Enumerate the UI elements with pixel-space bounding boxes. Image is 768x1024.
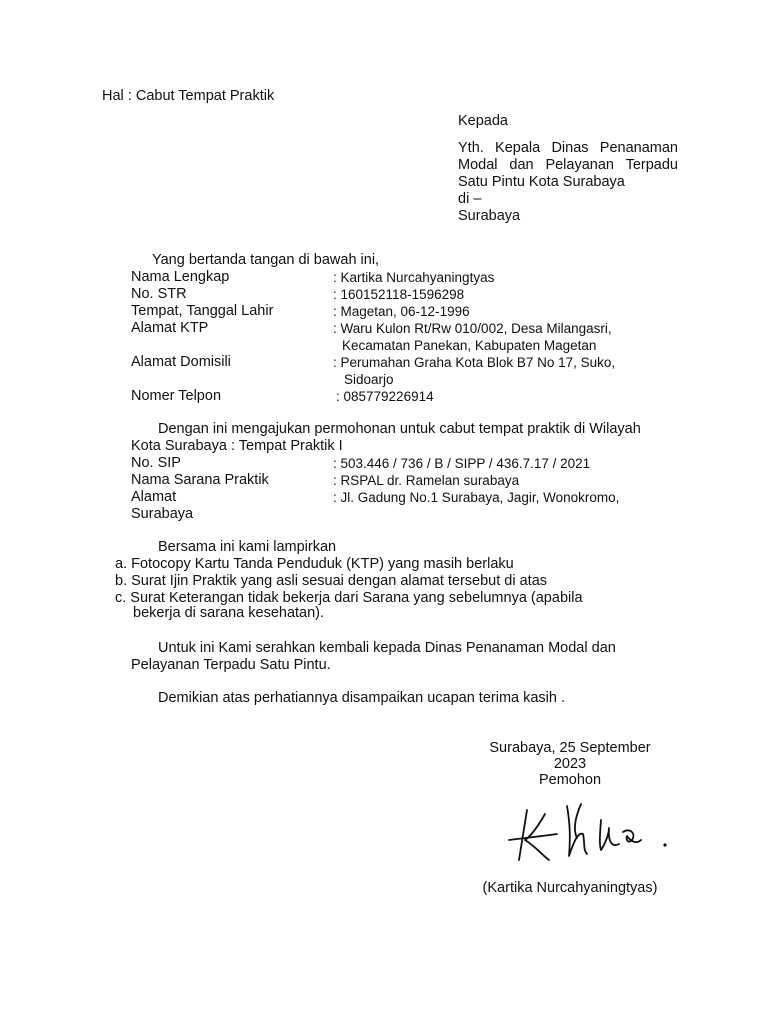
- field-value-alamat-ktp: : Waru Kulon Rt/Rw 010/002, Desa Milangasri,: [333, 321, 612, 336]
- field-value-telpon: : 085779226914: [336, 389, 434, 404]
- sign-place-date: Surabaya, 25 September: [489, 740, 651, 756]
- field-value-sip: : 503.446 / 736 / B / SIPP / 436.7.17 / 2021: [333, 456, 591, 471]
- sign-role: Pemohon: [538, 772, 602, 788]
- attachment-item-a: a. Fotocopy Kartu Tanda Penduduk (KTP) yang masih berlaku: [115, 556, 514, 572]
- field-label-alamat-praktik: Alamat: [131, 489, 177, 505]
- subject-line: Hal : Cabut Tempat Praktik: [102, 88, 275, 104]
- recipient-line-4: di –: [458, 191, 482, 207]
- handover-line-2: Pelayanan Terpadu Satu Pintu.: [131, 657, 331, 673]
- attachment-item-b: b. Surat Ijin Praktik yang asli sesuai dengan alamat tersebut di atas: [115, 573, 548, 589]
- field-value-str: : 160152118-1596298: [333, 287, 465, 302]
- field-value-nama: : Kartika Nurcahyaningtyas: [333, 270, 495, 285]
- field-value-domisili-cont: Sidoarjo: [344, 372, 394, 387]
- field-label-nama: Nama Lengkap: [131, 269, 230, 285]
- recipient-line-5: Surabaya: [458, 208, 521, 224]
- field-value-alamat-ktp-cont: Kecamatan Panekan, Kabupaten Magetan: [342, 338, 597, 353]
- recipient-kepada: Kepada: [458, 113, 508, 129]
- closing-line: Demikian atas perhatiannya disampaikan ucapan terima kasih .: [158, 690, 566, 706]
- recipient-spacer: [458, 130, 678, 140]
- handover-line-1: Untuk ini Kami serahkan kembali kepada Dinas Penanaman Modal dan: [158, 640, 616, 656]
- request-line-2: Kota Surabaya : Tempat Praktik I: [131, 438, 343, 454]
- opening-line: Yang bertanda tangan di bawah ini,: [152, 252, 380, 268]
- field-label-sarana: Nama Sarana Praktik: [131, 472, 269, 488]
- field-value-ttl: : Magetan, 06-12-1996: [333, 304, 470, 319]
- field-value-domisili: : Perumahan Graha Kota Blok B7 No 17, Suko,: [333, 355, 616, 370]
- field-label-ttl: Tempat, Tanggal Lahir: [131, 303, 274, 319]
- attachment-item-c-cont: bekerja di sarana kesehatan).: [133, 605, 325, 621]
- field-value-alamat-praktik-cont: Surabaya: [131, 506, 194, 522]
- attachments-intro: Bersama ini kami lampirkan: [158, 539, 337, 555]
- attachment-item-c: c. Surat Keterangan tidak bekerja dari Sarana yang sebelumnya (apabila: [115, 590, 583, 606]
- field-label-alamat-ktp: Alamat KTP: [131, 320, 209, 336]
- field-label-str: No. STR: [131, 286, 187, 302]
- field-label-telpon: Nomer Telpon: [131, 388, 222, 404]
- recipient-line-3: Satu Pintu Kota Surabaya: [458, 174, 625, 190]
- field-value-sarana: : RSPAL dr. Ramelan surabaya: [333, 473, 520, 488]
- sign-year: 2023: [553, 756, 587, 772]
- field-value-alamat-praktik: : Jl. Gadung No.1 Surabaya, Jagir, Wonokromo,: [333, 490, 620, 505]
- sign-name: (Kartika Nurcahyaningtyas): [482, 880, 658, 896]
- handwritten-signature: [505, 798, 675, 868]
- recipient-block: [458, 113, 678, 225]
- recipient-line-1: Yth. Kepala Dinas Penanaman: [458, 140, 678, 156]
- field-label-sip: No. SIP: [131, 455, 181, 471]
- recipient-line-2: Modal dan Pelayanan Terpadu: [458, 157, 678, 173]
- field-label-domisili: Alamat Domisili: [131, 354, 231, 370]
- request-line-1: Dengan ini mengajukan permohonan untuk cabut tempat praktik di Wilayah: [158, 421, 641, 437]
